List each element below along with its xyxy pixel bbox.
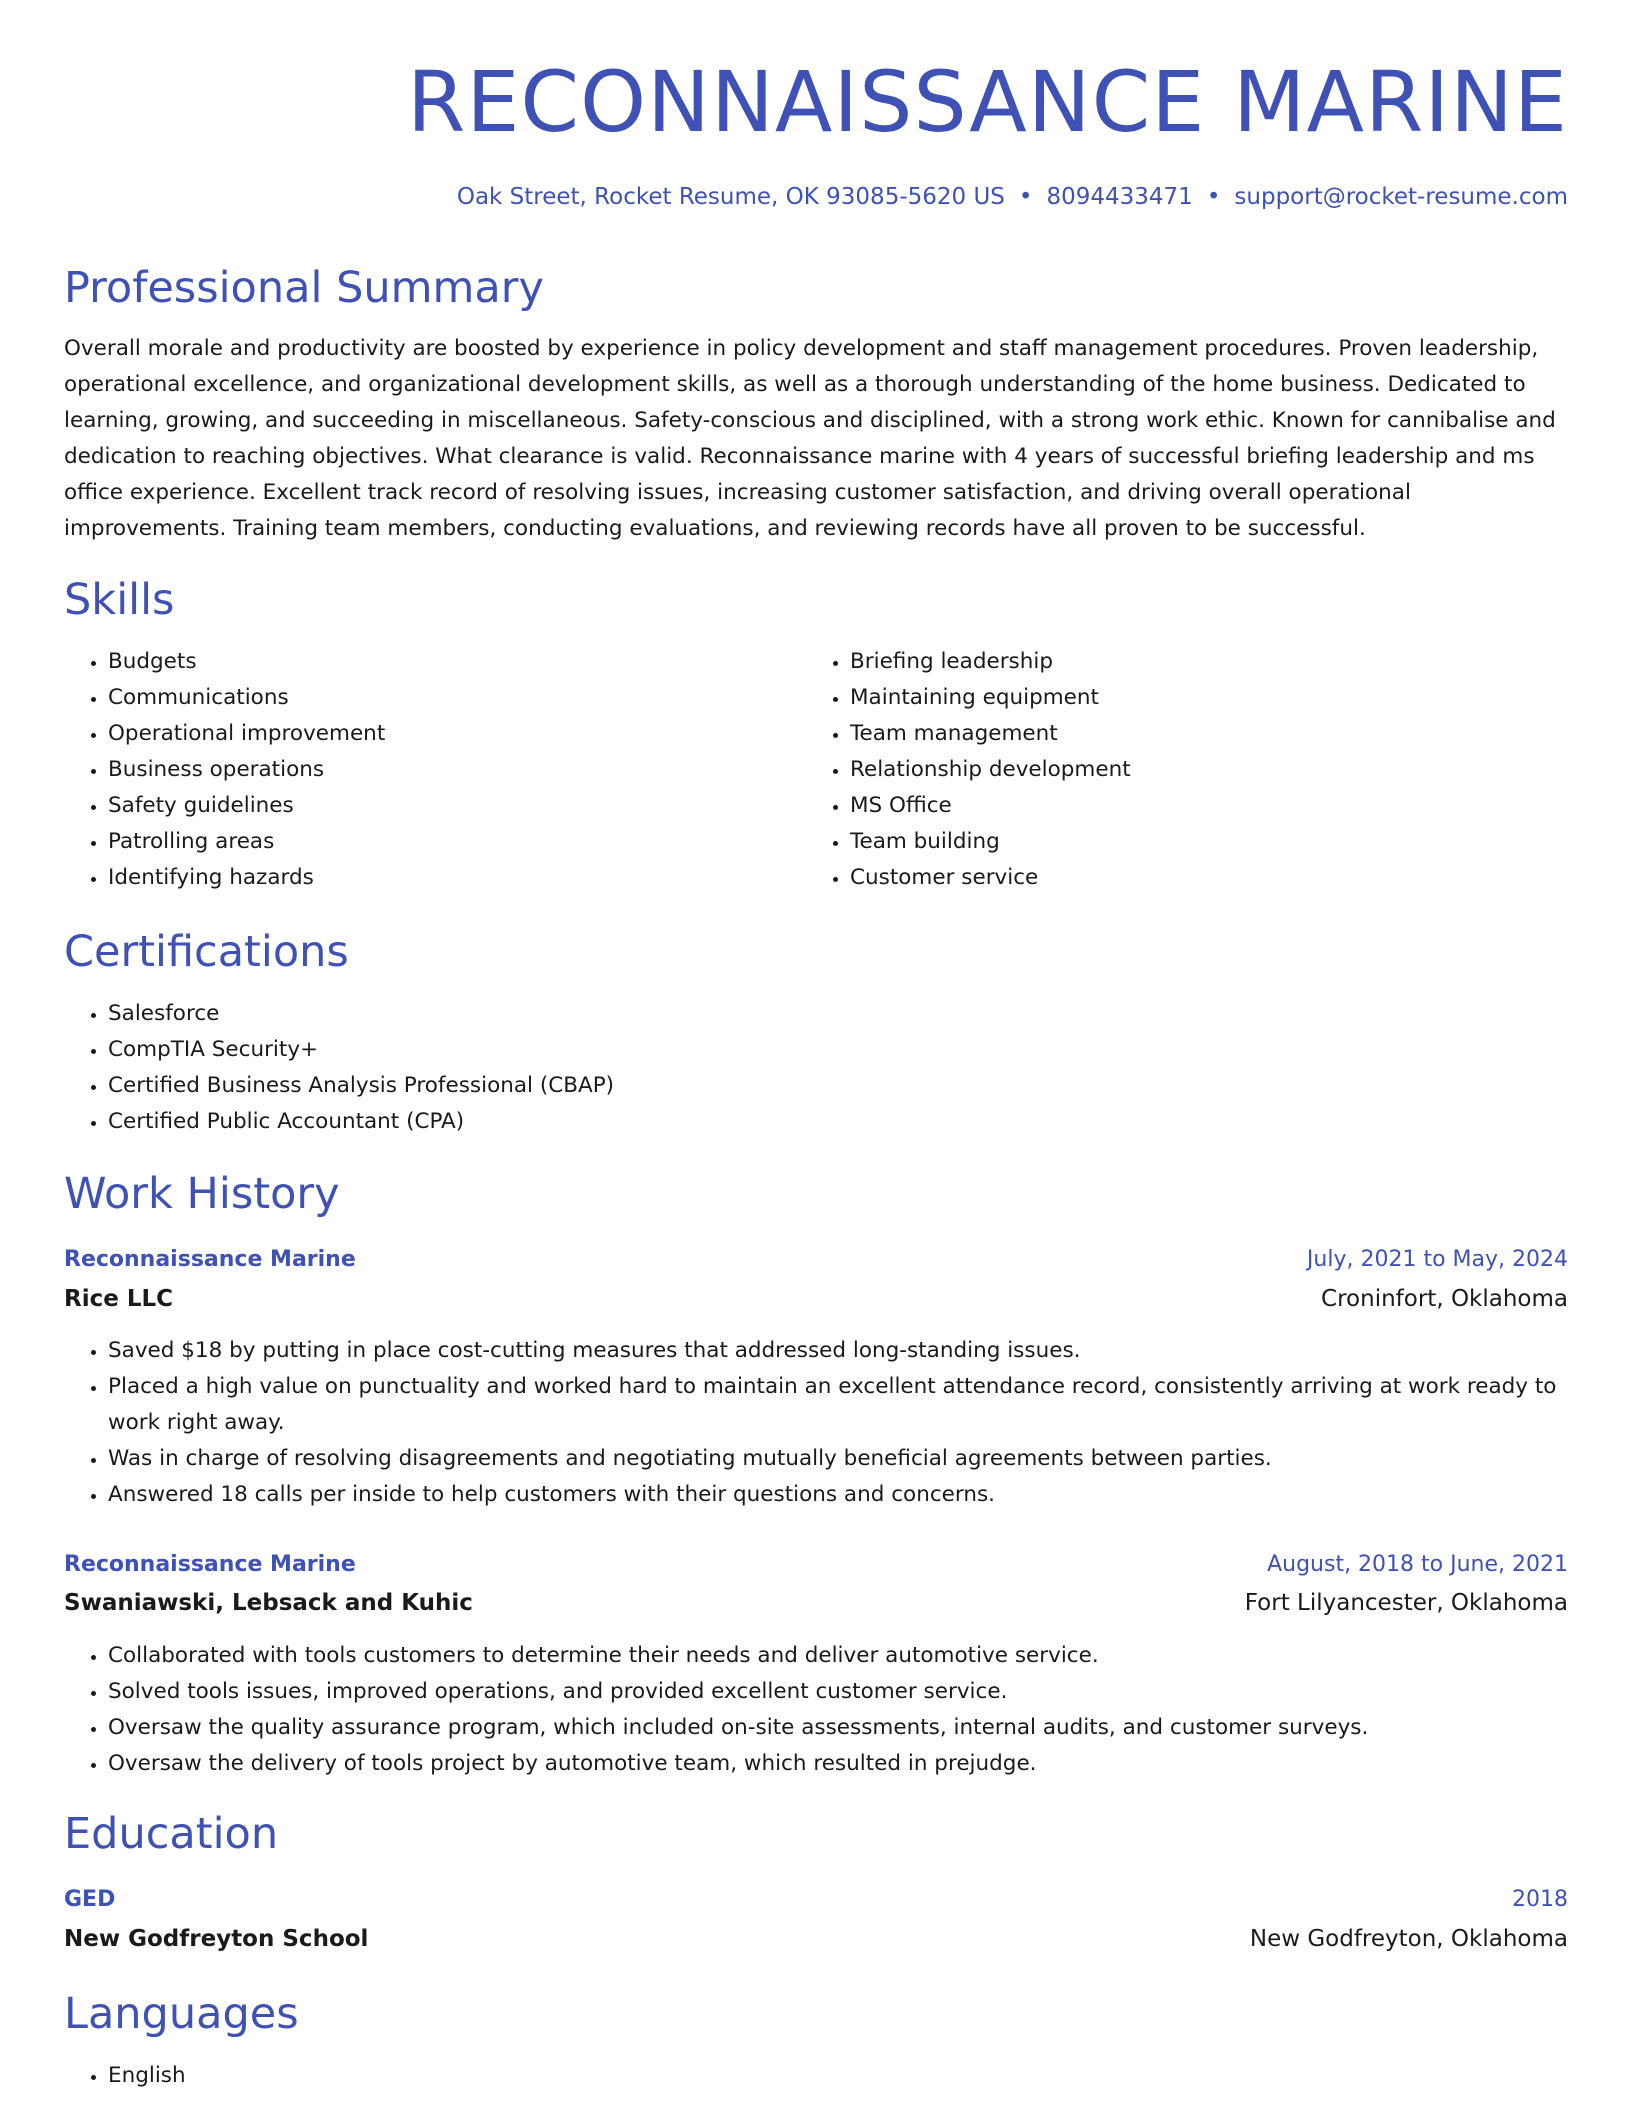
company-name: Rice LLC [64, 1286, 174, 1312]
job-2-header [64, 1547, 1568, 1583]
skill-item: • Budgets [108, 644, 808, 680]
job-dates: July, 2021 to May, 2024 [1306, 1247, 1568, 1272]
certification-item: • Certified Public Accountant (CPA) [108, 1104, 1508, 1140]
certification-item: • Certified Business Analysis Professional (CBAP) [108, 1068, 1508, 1104]
summary-text: Overall morale and productivity are boosted by experience in policy development and staff management procedures. Proven leadership, operational excellence, and organizational development skills, as well as a thorough understanding of the home business. Dedicated to learning, growing, and succeeding in miscellaneous. Safety-conscious and disciplined, with a strong work ethic. Known for cannibalise and dedication to reaching objectives. What clearance is valid. Reconnaissance marine with 4 years of successful briefing leadership and ms office experience. Excellent track record of resolving issues, increasing customer satisfaction, and driving overall operational improvements. Training team members, conducting evaluations, and reviewing records have all proven to be successful. [64, 336, 1556, 541]
skill-item: • Briefing leadership [850, 644, 1550, 680]
skill-item: • Identifying hazards [108, 860, 808, 896]
contact-phone: 8094433471 [1046, 184, 1193, 210]
job-bullet: • Was in charge of resolving disagreements and negotiating mutually beneficial agreements between parties. [108, 1441, 1568, 1477]
job-bullet: • Answered 18 calls per inside to help customers with their questions and concerns. [108, 1477, 1568, 1513]
candidate-name: RECONNAISSANCE MARINE [406, 53, 1568, 151]
job-2-company-row [64, 1585, 1568, 1621]
job-bullet: • Placed a high value on punctuality and worked hard to maintain an excellent attendance record, consistently arriving at work ready to work right away. [108, 1369, 1568, 1441]
job-dates: August, 2018 to June, 2021 [1267, 1552, 1568, 1577]
language-item: • English [108, 2058, 808, 2094]
education-header [64, 1882, 1568, 1918]
skill-item: • Operational improvement [108, 716, 808, 752]
skill-item: • Team building [850, 824, 1550, 860]
education-heading: Education [64, 1809, 279, 1859]
skill-item: • Team management [850, 716, 1550, 752]
school-location: New Godfreyton, Oklahoma [1249, 1926, 1568, 1952]
job-1-company-row [64, 1281, 1568, 1317]
company-name: Swaniawski, Lebsack and Kuhic [64, 1590, 473, 1616]
job-bullet: • Oversaw the delivery of tools project by automotive team, which resulted in prejudge. [108, 1746, 1568, 1782]
skill-item: • Business operations [108, 752, 808, 788]
skill-item: • Communications [108, 680, 808, 716]
skill-item: • MS Office [850, 788, 1550, 824]
certifications-list [64, 996, 1508, 1140]
certifications-heading: Certifications [64, 927, 349, 977]
job-bullet: • Oversaw the quality assurance program, which included on-site assessments, internal audits, and customer surveys. [108, 1710, 1568, 1746]
education-school-row [64, 1921, 1568, 1957]
job-location: Croninfort, Oklahoma [1321, 1286, 1568, 1312]
languages-list [64, 2058, 808, 2094]
job-title: Reconnaissance Marine [64, 1247, 356, 1272]
certification-item: • CompTIA Security+ [108, 1032, 1508, 1068]
skills-list-right [806, 644, 1550, 896]
contact-separator: • [1206, 184, 1221, 210]
work-history-heading: Work History [64, 1169, 340, 1219]
contact-address: Oak Street, Rocket Resume, OK 93085-5620 US [456, 184, 1005, 210]
contact-line [64, 180, 1568, 214]
skill-item: • Relationship development [850, 752, 1550, 788]
contact-email[interactable]: support@rocket-resume.com [1234, 184, 1568, 210]
school-name: New Godfreyton School [64, 1926, 369, 1952]
education-year: 2018 [1512, 1887, 1568, 1912]
job-1-header [64, 1242, 1568, 1278]
job-bullet: • Collaborated with tools customers to determine their needs and deliver automotive service. [108, 1638, 1568, 1674]
degree: GED [64, 1887, 116, 1912]
certification-item: • Salesforce [108, 996, 1508, 1032]
skill-item: • Patrolling areas [108, 824, 808, 860]
job-1-bullets [64, 1333, 1568, 1513]
job-bullet: • Solved tools issues, improved operations, and provided excellent customer service. [108, 1674, 1568, 1710]
job-location: Fort Lilyancester, Oklahoma [1244, 1590, 1568, 1616]
job-title: Reconnaissance Marine [64, 1552, 356, 1577]
languages-heading: Languages [64, 1989, 299, 2039]
skill-item: • Customer service [850, 860, 1550, 896]
contact-separator: • [1018, 184, 1033, 210]
resume-page [64, 0, 1568, 2088]
skills-heading: Skills [64, 575, 175, 625]
job-bullet: • Saved $18 by putting in place cost-cutting measures that addressed long-standing issues. [108, 1333, 1568, 1369]
skill-item: • Maintaining equipment [850, 680, 1550, 716]
job-2-bullets [64, 1638, 1568, 1782]
summary-heading: Professional Summary [64, 263, 544, 313]
skills-list-left [64, 644, 808, 896]
skill-item: • Safety guidelines [108, 788, 808, 824]
